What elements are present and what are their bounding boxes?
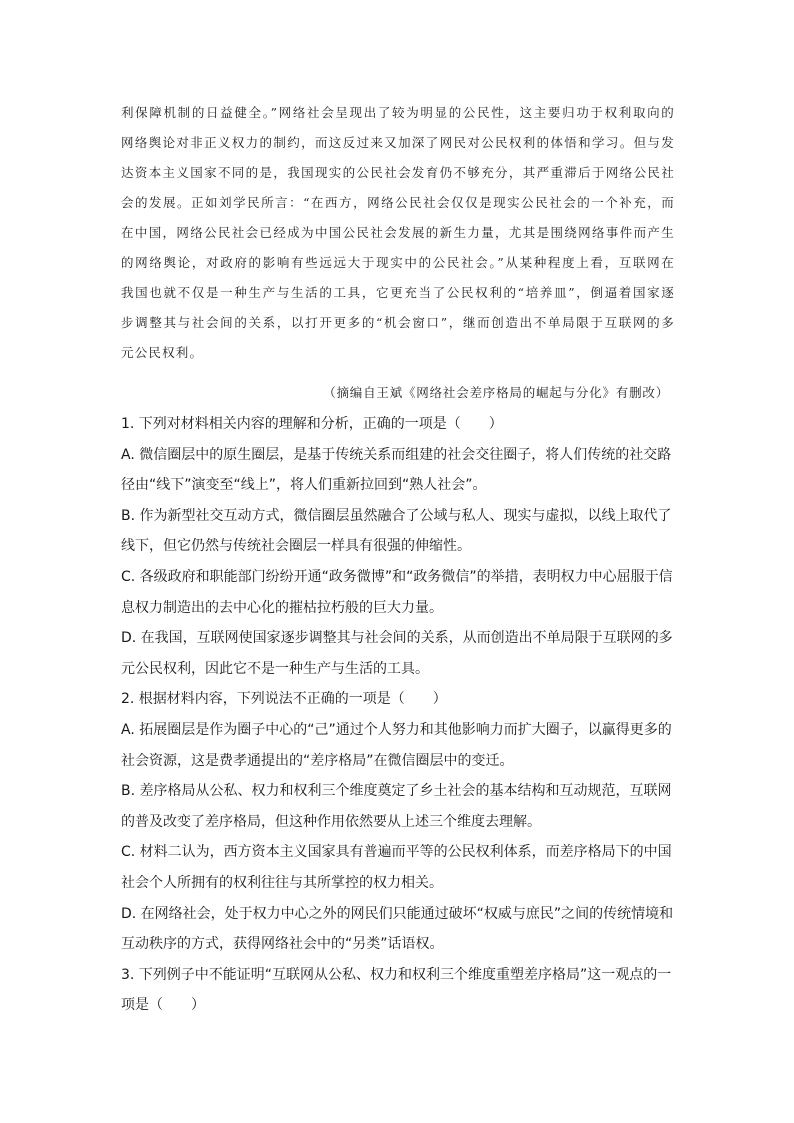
passage-line: 步调整其与社会间的关系，以打开更多的“机会窗口”，继而创造出不单局限于互联网的多 (121, 315, 675, 330)
answer-option-a: A. 微信圈层中的原生圈层，是基于传统关系而组建的社会交往圈子，将人们传统的社交路径由“线下”演变至“线上”，将人们重新拉回到“熟人社会”。 (121, 446, 672, 494)
answer-option-c: C. 各级政府和职能部门纷纷开通“政务微博”和“政务微信”的举措，表明权力中心屈服于信息权力制造出的去中心化的摧枯拉朽般的巨大力量。 (121, 568, 673, 616)
question-stem: 1. 下列对材料相关内容的理解和分析，正确的一项是（ ） (121, 416, 503, 432)
question-block (121, 409, 675, 684)
answer-option-b: B. 作为新型社交互动方式，微信圈层虽然融合了公域与私人、现实与虚拟，以线上取代了线下，但它仍然与传统社会圈层一样具有很强的伸缩性。 (121, 507, 672, 555)
passage-line: 会的发展。正如刘学民所言：“在西方，网络公民社会仅仅是现实公民社会的一个补充，而 (121, 195, 675, 210)
passage-line: 元公民权利。 (121, 345, 204, 360)
passage-line: 网络舆论对非正义权力的制约，而这反过来又加深了网民对公民权利的体悟和学习。但与发 (121, 135, 675, 150)
passage-line: 在中国，网络公民社会已经成为中国公民社会发展的新生力量，尤其是围绕网络事件而产生 (121, 225, 675, 240)
question-list (121, 409, 675, 1021)
answer-option-b: B. 差序格局从公私、权力和权利三个维度奠定了乡土社会的基本结构和互动规范，互联网的普及改变了差序格局，但这种作用依然要从上述三个维度去理解。 (121, 783, 672, 830)
passage-excerpt (121, 98, 675, 368)
passage-line: 利保障机制的日益健全。”网络社会呈现出了较为明显的公民性，这主要归功于权利取向的 (121, 105, 675, 120)
answer-option-d: D. 在我国，互联网使国家逐步调整其与社会间的关系，从而创造出不单局限于互联网的多元公民权利，因此它不是一种生产与生活的工具。 (121, 630, 673, 677)
answer-option-c: C. 材料二认为，西方资本主义国家具有普遍而平等的公民权利体系，而差序格局下的中国社会个人所拥有的权利往往与其所掌控的权力相关。 (121, 844, 672, 891)
passage-line: 的网络舆论，对政府的影响有些远远大于现实中的公民社会。”从某种程度上看，互联网在 (121, 255, 675, 270)
question-stem: 3. 下列例子中不能证明“互联网从公私、权力和权利三个维度重塑差序格局”这一观点的一项是（ ） (121, 966, 672, 1014)
passage-line: 达资本主义国家不同的是，我国现实的公民社会发育仍不够充分，其严重滞后于网络公民社 (121, 165, 675, 180)
passage-source-citation: （摘编自王斌《网络社会差序格局的崛起与分化》有删改） (323, 385, 669, 400)
answer-option-a: A. 拓展圈层是作为圈子中心的“己”通过个人努力和其他影响力而扩大圈子，以赢得更多的社会资源，这是费孝通提出的“差序格局”在微信圈层中的变迁。 (121, 721, 672, 769)
passage-line: 我国也就不仅是一种生产与生活的工具，它更充当了公民权利的“培养皿”，倒逼着国家逐 (121, 285, 675, 300)
answer-option-d: D. 在网络社会，处于权力中心之外的网民们只能通过破坏“权威与庶民”之间的传统情境和互动秩序的方式，获得网络社会中的“另类”话语权。 (121, 905, 674, 953)
question-stem: 2. 根据材料内容，下列说法不正确的一项是（ ） (121, 691, 447, 708)
question-block (121, 684, 675, 959)
question-block (121, 960, 675, 1021)
